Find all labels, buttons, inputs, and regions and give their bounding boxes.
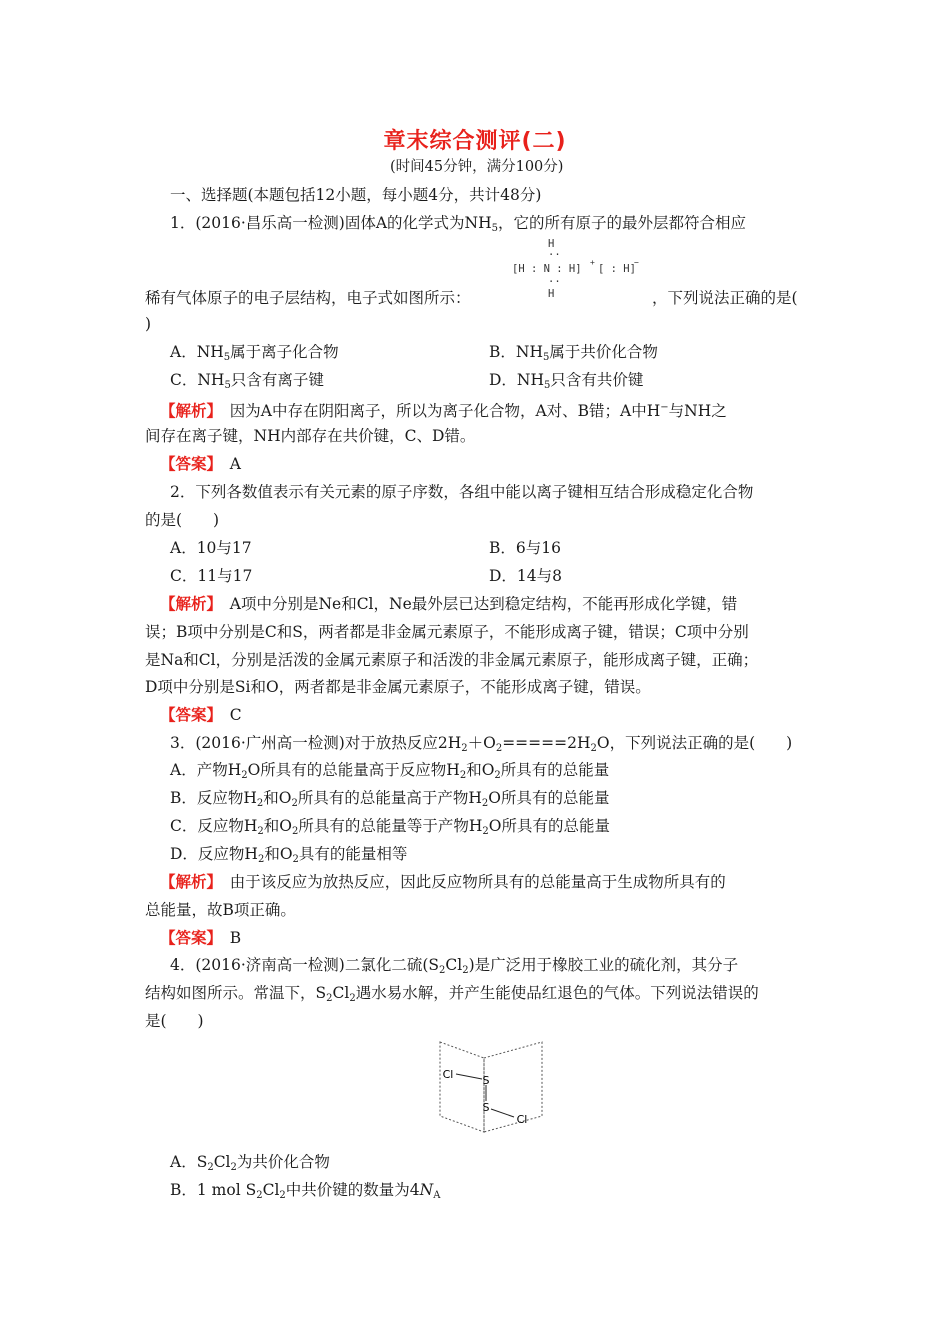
q4-option-a: A．$S_2Cl_2$为共价化合物 — [170, 1153, 330, 1173]
q2-option-b: B．6与16 — [489, 539, 561, 557]
q4-option-b: B．1 mol $S_2Cl_2$中共价键的数量为$4N_A$ — [170, 1181, 441, 1201]
q3-stem: 3．(2016·广州高一检测)对于放热反应$2H_2+O_2=====2H_2O$，下列说法正确的是( ) — [170, 734, 793, 754]
q2-option-c: C．11与17 — [170, 567, 253, 585]
q4-stem-line2: 结构如图所示。常温下，$S_2Cl_2$遇水易水解，并产生能使品红退色的气体。下列说法错误的 — [145, 984, 759, 1004]
q2-option-d: D．14与8 — [489, 567, 563, 585]
q1-option-d: D．$NH_5$只含有共价键 — [489, 371, 644, 391]
q3-analysis-line1: 【解析】 由于该反应为放热反应，因此反应物所具有的总能量高于生成物所具有的 — [160, 873, 726, 891]
q1-option-c: C．$NH_5$只含有离子键 — [170, 371, 324, 391]
q3-option-d: D．反应物$H_2$和$O_2$具有的能量相等 — [170, 845, 408, 865]
cl-atom-label: Cl — [516, 1113, 528, 1126]
q4-stem-line1: 4．(2016·济南高一检测)二氯化二硫$(S_2Cl_2)$是广泛用于橡胶工业的硫化剂，其分子 — [170, 956, 739, 976]
q1-analysis-line2: 间存在离子键，NH内部存在共价键，C、D错。 — [145, 427, 476, 445]
q3-option-a: A．产物$H_2O$所具有的总能量高于反应物$H_2$和$O_2$所具有的总能量 — [170, 761, 610, 781]
s-atom-label: S — [482, 1074, 490, 1087]
q2-stem-line2: 的是( ) — [145, 511, 220, 529]
q3-option-b: B．反应物$H_2$和$O_2$所具有的总能量高于产物$H_2O$所具有的总能量 — [170, 789, 610, 809]
q1-answer: 【答案】 A — [160, 455, 241, 473]
electron-formula: H ·· [H : N : H] + [ : H] − ·· H — [512, 238, 639, 300]
q3-analysis-line2: 总能量，故B项正确。 — [145, 901, 296, 919]
q1-option-b: B．$NH_5$属于共价化合物 — [489, 343, 658, 363]
q1-stem-line2: 稀有气体原子的电子层结构，电子式如图所示： — [145, 289, 471, 307]
page-title: 章末综合测评(二) — [383, 129, 567, 154]
q3-option-c: C．反应物$H_2$和$O_2$所具有的总能量等于产物$H_2O$所具有的总能量 — [170, 817, 610, 837]
q2-analysis-line2: 误；B项中分别是C和S，两者都是非金属元素原子，不能形成离子键，错误；C项中分别 — [145, 623, 749, 641]
q3-answer: 【答案】 B — [160, 929, 242, 947]
q2-stem-line1: 2．下列各数值表示有关元素的原子序数，各组中能以离子键相互结合形成稳定化合物 — [170, 483, 754, 501]
q2-analysis-line1: 【解析】 A项中分别是Ne和Cl，Ne最外层已达到稳定结构，不能再形成化学键，错 — [160, 595, 738, 613]
q1-stem-line3: ) — [145, 315, 152, 333]
s-atom-label: S — [482, 1101, 490, 1114]
q2-answer: 【答案】 C — [160, 706, 242, 724]
q2-analysis-line3: 是Na和Cl，分别是活泼的金属元素原子和活泼的非金属元素原子，能形成离子键，正确； — [145, 651, 759, 669]
s2cl2-structure-diagram — [436, 1038, 548, 1136]
subtitle: (时间45分钟，满分100分) — [390, 159, 564, 175]
q1-stem-line2-tail: ，下列说法正确的是( — [652, 289, 798, 307]
q1-analysis-line1: 【解析】 因为A中存在阴阳离子，所以为离子化合物，A对、B错；A中H−与NH之 — [160, 402, 727, 420]
q2-analysis-line4: D项中分别是Si和O，两者都是非金属元素原子，不能形成离子键，错误。 — [145, 678, 651, 696]
q4-stem-line3: 是( ) — [145, 1012, 204, 1030]
cl-atom-label: Cl — [442, 1068, 454, 1081]
q1-option-a: A．$NH_5$属于离子化合物 — [170, 343, 339, 363]
q2-option-a: A．10与17 — [170, 539, 252, 557]
q1-stem-line1: 1．(2016·昌乐高一检测)固体A的化学式为$NH_5$，它的所有原子的最外层都符合相应 — [170, 214, 746, 234]
section-heading: 一、选择题(本题包括12小题，每小题4分，共计48分) — [170, 186, 542, 204]
